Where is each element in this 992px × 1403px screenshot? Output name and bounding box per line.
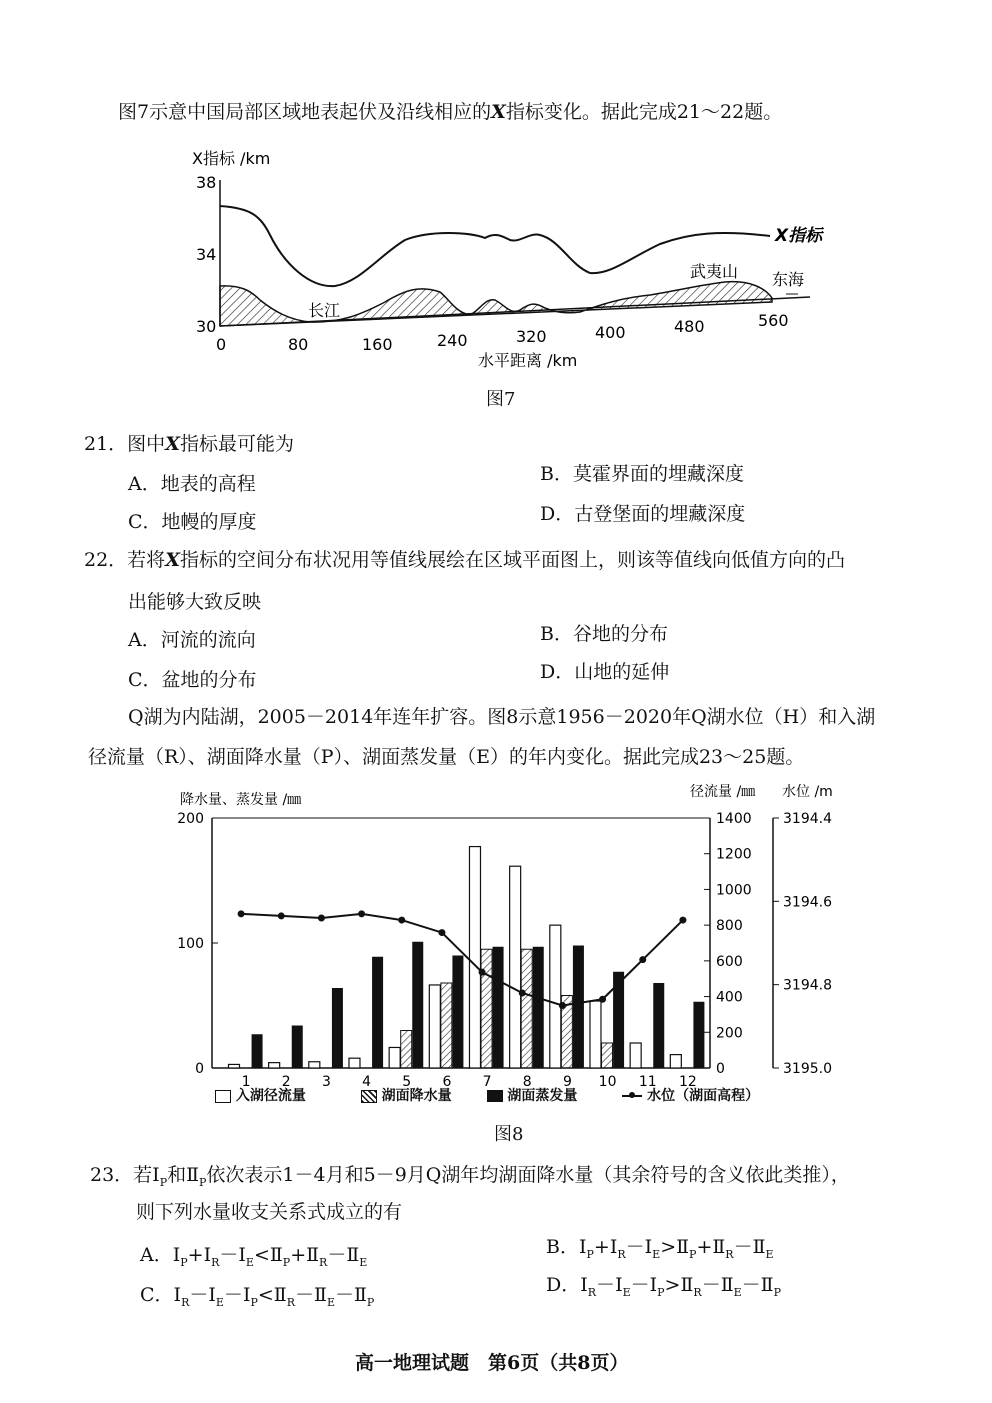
q23-stem-line2: 则下列水量收支关系式成立的有 [136, 1201, 403, 1223]
fig8-precip-bar [602, 1043, 613, 1068]
fig8-runoff-bar [228, 1064, 239, 1068]
fig7-xtick: 80 [288, 335, 309, 354]
fig8-precip-bar [441, 983, 452, 1068]
fig8-runoff-bar [309, 1062, 320, 1068]
fig8-x-tick-label: 4 [362, 1074, 372, 1090]
legend-runoff-label: 入湖径流量 [235, 1088, 306, 1104]
legend-level-label: 水位（湖面高程） [647, 1088, 760, 1104]
fig8-x-tick-label: 3 [321, 1074, 331, 1090]
fig8-level-point [358, 910, 365, 917]
fig7-xtick: 320 [516, 327, 547, 346]
fig8-x-tick-label: 7 [482, 1074, 492, 1090]
fig8-level-tick-label: 3194.8 [783, 977, 832, 994]
fig8-runoff-bar [349, 1058, 360, 1068]
fig7-sea-label: 东海 [772, 270, 805, 289]
fig7-river-label: 长江 [308, 301, 341, 320]
fig7-ytick: 34 [196, 245, 217, 264]
fig8-level-point [639, 956, 646, 963]
q23-stem-line1 [90, 1163, 850, 1195]
q22-stem-line2: 出能够大致反映 [128, 591, 262, 613]
fig8-level-point [318, 915, 325, 922]
fig7-chart [150, 140, 850, 380]
fig8-x-tick-label: 9 [562, 1074, 572, 1090]
q23-option-d[interactable]: D．$Ⅰ_R-Ⅰ_E-Ⅰ_P>Ⅱ_R-Ⅱ_E-Ⅱ_P$ [546, 1274, 781, 1299]
fig7-xtick: 400 [595, 323, 626, 342]
fig8-x-tick-label: 5 [402, 1074, 412, 1090]
fig8-runoff-tick-label: 0 [716, 1061, 725, 1077]
fig8-level-point [559, 1002, 566, 1009]
intro-fig8-line2: 径流量（R）、湖面降水量（P）、湖面蒸发量（E）的年内变化。据此完成23～25题。 [88, 746, 805, 768]
fig8-evap-bar [573, 946, 584, 1069]
fig8-runoff-tick-label: 400 [716, 989, 743, 1006]
fig7-caption: 图7 [486, 389, 516, 410]
fig8-level-tick-label: 3194.4 [783, 811, 832, 827]
q23-stem-part: 依次表示1－4月和5－9月Q湖年均湖面降水量（其余符号的含义依此类推）， [206, 1164, 850, 1186]
fig8-level-tick-label: 3194.6 [783, 894, 832, 911]
fig8-runoff-tick-label: 200 [716, 1025, 743, 1042]
fig8-runoff-bar [510, 866, 521, 1068]
page-footer: 高一地理试题 第6页（共8页） [355, 1352, 629, 1374]
fig8-legend [215, 1085, 759, 1105]
q21-stem: 21．图中X指标最可能为 [84, 433, 294, 455]
fig8-chart [170, 780, 850, 1120]
fig8-x-tick-label: 12 [679, 1074, 697, 1090]
fig8-runoff-tick-label: 1000 [716, 882, 752, 899]
legend-runoff-swatch [215, 1090, 231, 1103]
q23-option-a[interactable]: A．$Ⅰ_P+Ⅰ_R-Ⅰ_E<Ⅱ_P+Ⅱ_R-Ⅱ_E$ [140, 1244, 368, 1269]
fig8-caption: 图8 [494, 1124, 524, 1145]
fig8-runoff-bar [429, 985, 440, 1068]
fig7-xtick: 160 [362, 335, 393, 354]
fig8-evap-bar [372, 957, 383, 1068]
q21-option-a[interactable]: A．地表的高程 [128, 473, 256, 495]
fig8-runoff-bar [469, 847, 480, 1068]
fig8-x-tick-label: 6 [442, 1074, 452, 1090]
fig8-level-point [278, 912, 285, 919]
fig7-xlabel: 水平距离 /km [478, 351, 578, 370]
q23-option-c[interactable]: C．$Ⅰ_R-Ⅰ_E-Ⅰ_P<Ⅱ_R-Ⅱ_E-Ⅱ_P$ [140, 1284, 375, 1309]
fig7-x-label: X指标 [775, 226, 823, 246]
q23-stem-sub: P [159, 1175, 168, 1189]
fig8-precip-bar [481, 949, 492, 1068]
intro-fig7: 图7示意中国局部区域地表起伏及沿线相应的X指标变化。据此完成21～22题。 [118, 101, 783, 123]
fig7-x-curve [220, 206, 770, 286]
q23-stem-sub: P [199, 1175, 207, 1189]
fig8-x-tick-label: 2 [281, 1074, 291, 1090]
fig8-x-tick-label: 8 [522, 1074, 532, 1090]
fig8-level-point [679, 917, 686, 924]
fig8-level-point [519, 990, 526, 997]
q23-stem-part: 23．若Ⅰ [90, 1164, 160, 1186]
q23-stem-part: 和Ⅱ [167, 1164, 200, 1186]
fig8-evap-bar [533, 947, 544, 1068]
legend-evap-label: 湖面蒸发量 [507, 1088, 578, 1104]
fig7-xtick: 240 [437, 331, 468, 350]
fig8-runoff-bar [269, 1063, 280, 1068]
fig8-evap-bar [653, 983, 664, 1068]
fig8-runoff-tick-label: 1400 [716, 811, 752, 827]
fig8-level-point [599, 996, 606, 1003]
q22-option-b[interactable]: B．谷地的分布 [540, 623, 668, 645]
fig8-evap-bar [252, 1034, 263, 1068]
fig8-evap-bar [493, 947, 504, 1068]
q22-option-d[interactable]: D．山地的延伸 [540, 661, 670, 683]
fig8-precip-bar [401, 1031, 412, 1069]
fig8-level-axis-label: 水位 /m [782, 784, 833, 800]
fig7-ylabel: X指标 /km [192, 149, 271, 168]
fig8-level-point [438, 929, 445, 936]
fig8-level-point [398, 917, 405, 924]
q23-option-b[interactable]: B．$Ⅰ_P+Ⅰ_R-Ⅰ_E>Ⅱ_P+Ⅱ_R-Ⅱ_E$ [546, 1236, 774, 1261]
fig8-runoff-axis-label: 径流量 /㎜ [690, 784, 756, 800]
q21-option-d[interactable]: D．古登堡面的埋藏深度 [540, 503, 746, 525]
fig8-x-tick-label: 1 [241, 1074, 251, 1090]
fig8-runoff-bar [670, 1055, 681, 1068]
legend-precip-label: 湖面降水量 [381, 1088, 452, 1104]
fig8-evap-bar [412, 942, 423, 1068]
fig8-evap-bar [452, 956, 463, 1069]
fig8-left-tick-label: 100 [177, 936, 204, 952]
fig7-ytick: 30 [196, 317, 217, 336]
fig8-evap-bar [332, 988, 343, 1068]
q21-option-b[interactable]: B．莫霍界面的埋藏深度 [540, 463, 744, 485]
fig8-runoff-bar [550, 925, 561, 1068]
intro-fig8-line1: Q湖为内陆湖，2005－2014年连年扩容。图8示意1956－2020年Q湖水位（H）和入湖 [128, 706, 876, 728]
fig7-mountain-label: 武夷山 [690, 262, 739, 281]
fig8-runoff-tick-label: 1200 [716, 846, 752, 863]
fig8-runoff-bar [389, 1047, 400, 1068]
fig8-evap-bar [292, 1026, 303, 1069]
q22-stem-line1: 22．若将X指标的空间分布状况用等值线展绘在区域平面图上，则该等值线向低值方向的凸 [84, 549, 845, 571]
legend-level-swatch [622, 1095, 642, 1097]
legend-precip-swatch [361, 1090, 377, 1103]
fig8-level-point [238, 910, 245, 917]
fig8-left-axis-label: 降水量、蒸发量 /㎜ [180, 792, 302, 808]
fig8-x-tick-label: 11 [638, 1074, 657, 1090]
fig8-level-point [479, 969, 486, 976]
fig8-precip-bar [521, 949, 532, 1068]
fig7-xtick: 480 [674, 317, 705, 336]
fig8-runoff-tick-label: 600 [716, 953, 743, 970]
fig7-xtick: 560 [758, 311, 789, 330]
fig7-ytick: 38 [196, 173, 217, 192]
fig8-evap-bar [693, 1002, 704, 1068]
fig8-runoff-tick-label: 800 [716, 918, 743, 935]
fig8-level-tick-label: 3195.0 [783, 1061, 832, 1077]
q21-option-c[interactable]: C．地幔的厚度 [128, 511, 257, 533]
fig8-left-tick-label: 0 [195, 1061, 204, 1077]
q22-option-a[interactable]: A．河流的流向 [128, 629, 256, 651]
fig7-xtick: 0 [216, 335, 227, 354]
fig8-x-tick-label: 10 [598, 1074, 617, 1090]
q22-option-c[interactable]: C．盆地的分布 [128, 669, 257, 691]
fig8-runoff-bar [590, 1001, 601, 1068]
legend-evap-swatch [487, 1090, 503, 1102]
fig8-left-tick-label: 200 [177, 811, 204, 827]
fig8-runoff-bar [630, 1043, 641, 1068]
